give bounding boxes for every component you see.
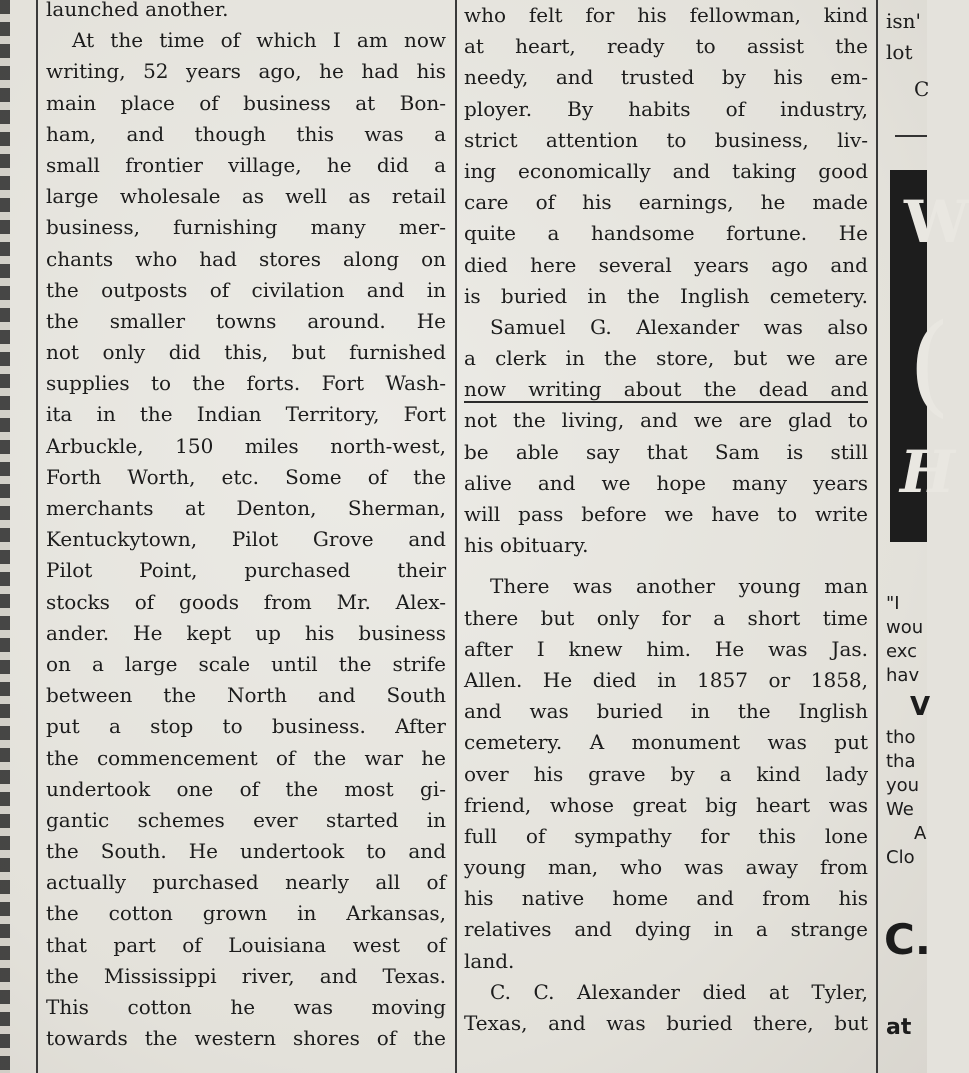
text-line: full of sympathy for this lone: [464, 823, 868, 848]
text-fragment: tho: [886, 727, 916, 748]
big-letter-fragment: C.: [884, 915, 931, 964]
underlined-text-line: [464, 374, 868, 405]
text-line: ita in the Indian Territory, Fort: [46, 402, 446, 427]
text-line: There was another young man: [490, 574, 868, 599]
text-fragment: V: [910, 692, 931, 722]
text-line: will pass before we have to write: [464, 502, 868, 526]
text-line: and was buried in the Inglish: [464, 699, 868, 724]
ad-letter: H: [900, 438, 955, 506]
text-fragment: hav: [886, 665, 920, 686]
text-line: ployer. By habits of industry,: [464, 96, 868, 121]
text-line: who felt for his fellowman, kind: [464, 3, 868, 27]
advertisement-block: [890, 170, 969, 542]
text-line: chants who had stores along on: [46, 246, 446, 271]
text-line: needy, and trusted by his em-: [464, 65, 868, 90]
article-column-2: [464, 0, 868, 1039]
text-line: undertook one of the most gi-: [46, 776, 446, 801]
torn-edge-strip: [0, 0, 10, 1073]
text-line: at heart, ready to assist the: [464, 34, 868, 59]
text-line: the cotton grown in Arkansas,: [46, 901, 446, 926]
text-line: Allen. He died in 1857 or 1858,: [464, 667, 868, 692]
text-line: not only did this, but furnished: [46, 340, 446, 365]
section-divider: [895, 135, 927, 137]
text-line: the Mississippi river, and Texas.: [46, 963, 446, 988]
text-line: young man, who was away from: [464, 855, 868, 880]
text-line: after I knew him. He was Jas.: [464, 636, 868, 661]
text-line: between the North and South: [46, 683, 446, 708]
text-line: quite a handsome fortune. He: [464, 221, 868, 246]
text-line: a clerk in the store, but we are: [464, 346, 868, 371]
text-line: ham, and though this was a: [46, 121, 446, 146]
text-line: put a stop to business. After: [46, 714, 446, 739]
text-line: actually purchased nearly all of: [46, 870, 446, 895]
text-line: large wholesale as well as retail: [46, 184, 446, 209]
text-line: not the living, and we are glad to: [464, 408, 868, 433]
adjacent-column-fragment-lower: [886, 592, 931, 870]
text-line: merchants at Denton, Sherman,: [46, 496, 446, 520]
article-column-1: [46, 0, 446, 1054]
text-line: main place of business at Bon-: [46, 90, 446, 115]
text-line: Forth Worth, etc. Some of the: [46, 464, 446, 489]
ad-letter: W: [904, 188, 969, 256]
text-line: that part of Louisiana west of: [46, 932, 446, 957]
text-line: the South. He undertook to and: [46, 839, 446, 864]
text-line: there but only for a short time: [464, 605, 868, 630]
text-fragment: wou: [886, 617, 924, 638]
text-line: writing, 52 years ago, he had his: [46, 59, 446, 84]
text-line: is buried in the Inglish cemetery.: [464, 283, 868, 308]
text-line: alive and we hope many years: [464, 470, 868, 495]
text-line: gantic schemes ever started in: [46, 807, 446, 832]
text-line: Kentuckytown, Pilot Grove and: [46, 527, 446, 552]
text-line: launched another.: [46, 0, 229, 21]
paragraph-gap: [464, 561, 868, 571]
text-line: Texas, and was buried there, but: [464, 1011, 868, 1035]
text-line: care of his earnings, he made: [464, 190, 868, 215]
text-line: cemetery. A monument was put: [464, 730, 868, 755]
text-fragment: Clo: [886, 847, 915, 868]
underlined-phrase: now writing about the dead and: [464, 377, 868, 402]
text-fragment: isn': [886, 9, 922, 33]
text-line: land.: [464, 948, 515, 973]
text-line: At the time of which I am now: [72, 28, 446, 53]
text-line: strict attention to business, liv-: [464, 127, 868, 152]
text-line: Arbuckle, 150 miles north-west,: [46, 433, 446, 458]
text-line: ing economically and taking good: [464, 158, 868, 183]
text-fragment: C: [914, 77, 930, 101]
text-line: his native home and from his: [464, 886, 868, 911]
text-fragment: exc: [886, 641, 917, 662]
text-line: ander. He kept up his business: [46, 620, 446, 645]
text-line: towards the western shores of the: [46, 1026, 446, 1051]
adjacent-column-fragment: [886, 6, 930, 105]
pen-underline: [464, 377, 868, 403]
text-line: the smaller towns around. He: [46, 308, 446, 333]
text-line: the outposts of civilation and in: [46, 277, 446, 302]
text-line: business, furnishing many mer-: [46, 215, 446, 240]
text-line: stocks of goods from Mr. Alex-: [46, 589, 446, 614]
text-fragment: at: [886, 1015, 912, 1040]
text-fragment: tha: [886, 751, 916, 772]
column-rule-middle: [455, 0, 457, 1073]
text-line: supplies to the forts. Fort Wash-: [46, 371, 446, 396]
text-line: small frontier village, he did a: [46, 152, 446, 177]
column-rule-right: [876, 0, 878, 1073]
text-fragment: you: [886, 775, 920, 796]
text-line: over his grave by a kind lady: [464, 761, 868, 786]
text-line: relatives and dying in a strange: [464, 917, 868, 942]
text-line: his obituary.: [464, 533, 589, 558]
column-rule-left: [36, 0, 38, 1073]
text-fragment: lot: [886, 40, 913, 64]
text-line: be able say that Sam is still: [464, 439, 868, 464]
text-line: the commencement of the war he: [46, 745, 446, 770]
text-fragment: "I: [886, 593, 900, 614]
text-line: friend, whose great big heart was: [464, 792, 868, 817]
text-line: on a large scale until the strife: [46, 651, 446, 676]
text-line: died here several years ago and: [464, 252, 868, 277]
text-line: C. C. Alexander died at Tyler,: [490, 979, 868, 1004]
text-line: Samuel G. Alexander was also: [490, 314, 868, 339]
text-line: This cotton he was moving: [46, 995, 446, 1019]
ad-letter: (: [908, 300, 951, 428]
text-line: Pilot Point, purchased their: [46, 558, 446, 583]
text-fragment: A: [914, 823, 927, 844]
text-fragment: We: [886, 799, 914, 820]
